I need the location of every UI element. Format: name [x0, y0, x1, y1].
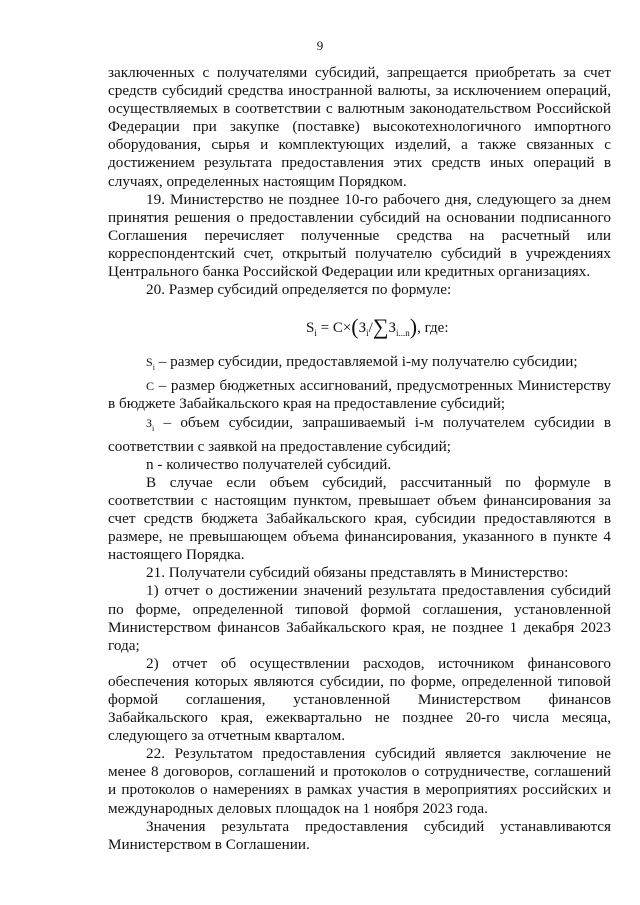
definition-si: $S_i$ – размер субсидии, предоставляемой i-му получателю субсидии;: [146, 353, 578, 373]
document-body: [108, 64, 611, 854]
page-number: 9: [316, 38, 324, 53]
paragraph-21-item-2: 2) отчет об осуществлении расходов, источником финансового обеспечения которых являются субсидии, по форме, определенной типовой формой соглашения, установленной Министерством финансов Забайкальского края, ежеквартально не позднее 20-го числа месяца, следующего за отчетным кварталом.: [108, 654, 611, 745]
paragraph-21: 21. Получатели субсидий обязаны представлять в Министерство:: [146, 564, 569, 582]
paragraph-continuation: заключенных с получателями субсидий, запрещается приобретать за счет средств субсидий средства иностранной валюты, за исключением операций, осуществляемых в соответствии с валютным законодательством Российской Федерации при закупке (поставке) высокотехнологичного импортного оборудования, сырья и комплектующих изделий, а также связанных с достижением результата предоставления этих средств иных операций в случаях, определенных настоящим Порядком.: [108, 64, 611, 190]
paragraph-19: 19. Министерство не позднее 10-го рабочего дня, следующего за днем принятия решения о предоставлении субсидий на основании подписанного Соглашения перечисляет полученные средства на расчетный или корреспондентский счет, открытый получателю субсидий в учреждениях Центрального банка Российской Федерации или кредитных организациях.: [108, 190, 611, 281]
definition-zi: $З_i$ – объем субсидии, запрашиваемый i-м получателем субсидии в соответствии с заявкой на предоставление субсидий;: [108, 413, 611, 455]
paragraph-excess-case: В случае если объем субсидий, рассчитанный по формуле в соответствии с настоящим пунктом, превышает объем финансирования за счет средств бюджета Забайкальского края, субсидии предоставляются в размере, не превышающем объема финансирования, указанного в пункте 4 настоящего Порядка.: [108, 473, 611, 564]
paragraph-21-item-1: 1) отчет о достижении значений результата предоставления субсидий по форме, определенной типовой формой соглашения, установленной Министерством финансов Забайкальского края, не позднее 1 декабря 2023 года;: [108, 582, 611, 654]
paragraph-result-values: Значения результата предоставления субсидий устанавливаются Министерством в Соглашении.: [108, 817, 611, 853]
definition-n: n - количество получателей субсидий.: [146, 455, 392, 473]
paragraph-20: 20. Размер субсидий определяется по формуле:: [146, 281, 452, 299]
definition-c: C – размер бюджетных ассигнований, предусмотренных Министерству в бюджете Забайкальского края на предоставление субсидий;: [108, 377, 611, 413]
paragraph-22: 22. Результатом предоставления субсидий является заключение не менее 8 договоров, соглашений и протоколов о сотрудничестве, соглашений и протоколов о намерениях в рамках участия в мероприятиях российских и международных деловых площадок на 1 ноября 2023 года.: [108, 745, 611, 817]
subsidy-formula: $S_i = C\times(З_i/\sum З_{i...n})$, где:: [306, 314, 449, 340]
